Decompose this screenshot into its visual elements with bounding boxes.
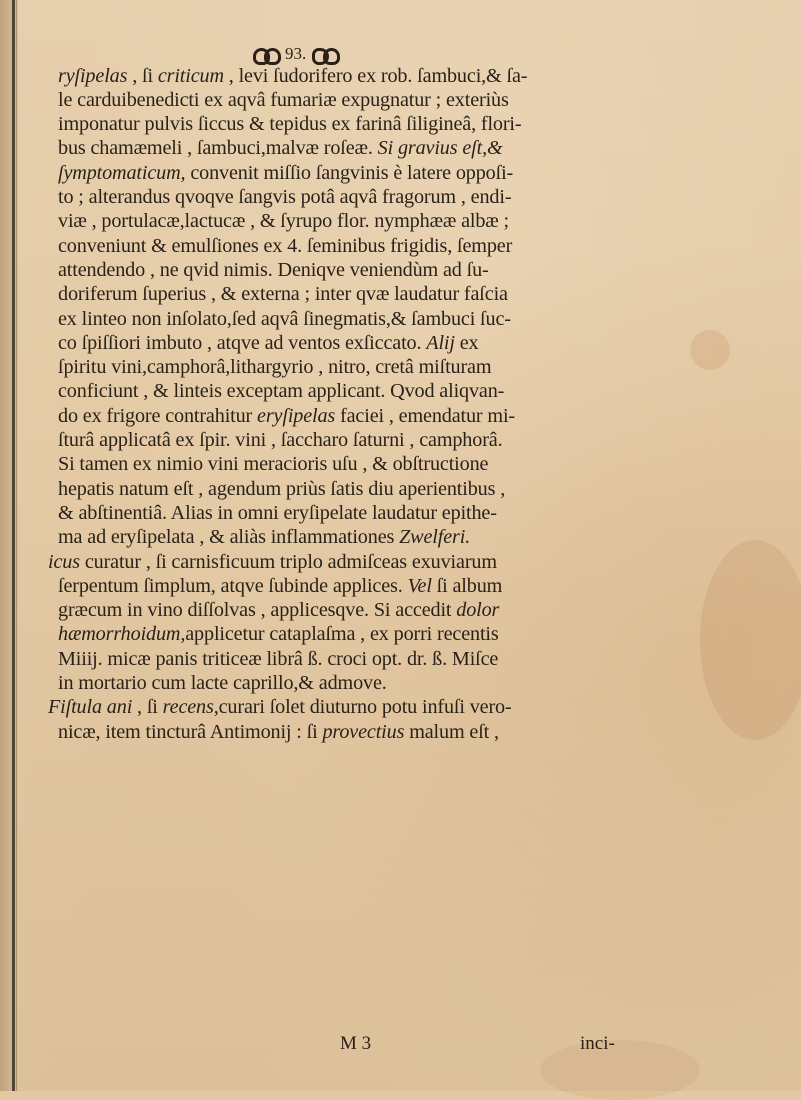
roman-text: ſi album <box>431 575 503 597</box>
roman-text: curatur , ſi carnisficuum triplo admiſceas exuviarum <box>79 551 497 573</box>
roman-text: , ſi <box>127 65 158 87</box>
text-line <box>58 307 511 331</box>
roman-text: hepatis natum eſt , agendum priùs ſatis diu aperientibus , <box>58 478 506 500</box>
italic-text: ryſipelas <box>58 65 128 87</box>
text-line <box>58 282 508 306</box>
text-line <box>58 452 488 476</box>
text-line <box>58 720 499 744</box>
text-line <box>58 136 503 160</box>
text-line <box>58 671 387 695</box>
catchword: inci- <box>580 1033 615 1054</box>
roman-text: ſpiritu vini,camphorâ,lithargyrio , nitro, cretâ miſturam <box>58 356 492 378</box>
text-line <box>58 574 502 598</box>
text-line <box>58 647 498 671</box>
roman-text: attendendo , ne qvid nimis. Deniqve veniendùm ad ſu- <box>58 259 489 281</box>
roman-text: ,curari ſolet diuturno potu infuſi vero- <box>213 696 512 718</box>
roman-text: conficiunt , & linteis exceptam applicant. Qvod aliqvan- <box>58 380 505 402</box>
italic-text: Fiſtula ani <box>48 696 133 718</box>
roman-text: co ſpiſſiori imbuto , atqve ad ventos exſiccato. <box>58 332 427 354</box>
roman-text: , ſi <box>132 696 163 718</box>
page-number: 93. <box>285 44 307 63</box>
paper-stain <box>700 540 801 740</box>
roman-text: nicæ, item tincturâ Antimonij : ſi <box>58 721 323 743</box>
roman-text: imponatur pulvis ſiccus & tepidus ex farinâ ſiligineâ, flori- <box>58 113 522 135</box>
roman-text: in mortario cum lacte caprillo,& admove. <box>58 672 387 694</box>
text-line <box>58 598 499 622</box>
italic-text: Vel <box>407 575 432 597</box>
roman-text: Si tamen ex nimio vini meracioris uſu , & obſtructione <box>58 453 489 475</box>
signature-mark: M 3 <box>340 1033 372 1054</box>
roman-text: ex linteo non inſolato,ſed aqvâ ſinegmatis,& ſambuci ſuc- <box>58 308 511 330</box>
text-line <box>58 209 509 233</box>
roman-text: ſerpentum ſimplum, atqve ſubinde applices. <box>58 575 408 597</box>
text-line <box>58 161 513 185</box>
roman-text: conveniunt & emulſiones ex 4. ſeminibus frigidis, ſemper <box>58 235 513 257</box>
italic-text: Alij <box>426 332 455 354</box>
italic-text: provectius <box>322 721 405 743</box>
gutter-rule-secondary <box>16 0 17 1091</box>
roman-text: malum eſt , <box>404 721 499 743</box>
roman-text: ſturâ applicatâ ex ſpir. vini , ſaccharo ſaturni , camphorâ. <box>58 429 503 451</box>
italic-text: criticum <box>157 65 224 87</box>
roman-text: convenit miſſio ſangvinis è latere oppoſi- <box>185 162 514 184</box>
text-line <box>58 355 491 379</box>
italic-text: dolor <box>456 599 500 621</box>
roman-text: ex <box>454 332 479 354</box>
text-line <box>58 331 479 355</box>
text-line <box>58 64 527 88</box>
italic-text: recens <box>162 696 214 718</box>
roman-text: le carduibenedicti ex aqvâ fumariæ expugnatur ; exteriùs <box>58 89 509 111</box>
text-line <box>58 112 521 136</box>
text-line <box>58 501 497 525</box>
roman-text: & abſtinentiâ. Alias in omni eryſipelate laudatur epithe- <box>58 502 497 524</box>
text-line <box>58 428 502 452</box>
fleuron-left-icon <box>253 46 279 62</box>
roman-text: faciei , emendatur mi- <box>335 405 515 427</box>
roman-text: bus chamæmeli , ſambuci,malvæ roſeæ. <box>58 137 378 159</box>
text-line <box>58 404 515 428</box>
italic-text: ſymptomaticum, <box>58 162 186 184</box>
gutter-rule <box>12 0 15 1091</box>
roman-text: doriferum ſuperius , & externa ; inter qvæ laudatur faſcia <box>58 283 508 305</box>
text-line <box>58 622 499 646</box>
italic-text: icus <box>48 551 80 573</box>
roman-text: to ; alterandus qvoqve ſangvis potâ aqvâ fragorum , endi- <box>58 186 512 208</box>
roman-text: viæ , portulacæ,lactucæ , & ſyrupo flor. nymphææ albæ ; <box>58 210 509 232</box>
italic-text: hæmorrhoidum, <box>58 623 186 645</box>
paper-stain <box>690 330 730 370</box>
text-line <box>58 234 512 258</box>
text-line <box>48 695 512 719</box>
text-line <box>58 88 509 112</box>
italic-text: Zwelferi. <box>399 526 471 548</box>
roman-text: , levi ſudorifero ex rob. ſambuci,& ſa- <box>223 65 528 87</box>
text-line <box>58 477 505 501</box>
italic-text: Si gravius eſt,& <box>377 137 503 159</box>
text-line <box>48 550 497 574</box>
text-line <box>58 258 489 282</box>
text-line <box>58 525 470 549</box>
roman-text: applicetur cataplaſma , ex porri recentis <box>185 623 499 645</box>
text-line <box>58 379 504 403</box>
roman-text: græcum in vino diſſolvas , applicesqve. Si accedit <box>58 599 457 621</box>
fleuron-right-icon <box>312 46 338 62</box>
roman-text: ma ad eryſipelata , & aliàs inflammationes <box>58 526 400 548</box>
text-line <box>58 185 511 209</box>
roman-text: do ex frigore contrahitur <box>58 405 258 427</box>
roman-text: Miiij. micæ panis triticeæ librâ ß. croci opt. dr. ß. Miſce <box>58 648 499 670</box>
italic-text: eryſipelas <box>257 405 336 427</box>
paper-stain <box>540 1040 700 1100</box>
